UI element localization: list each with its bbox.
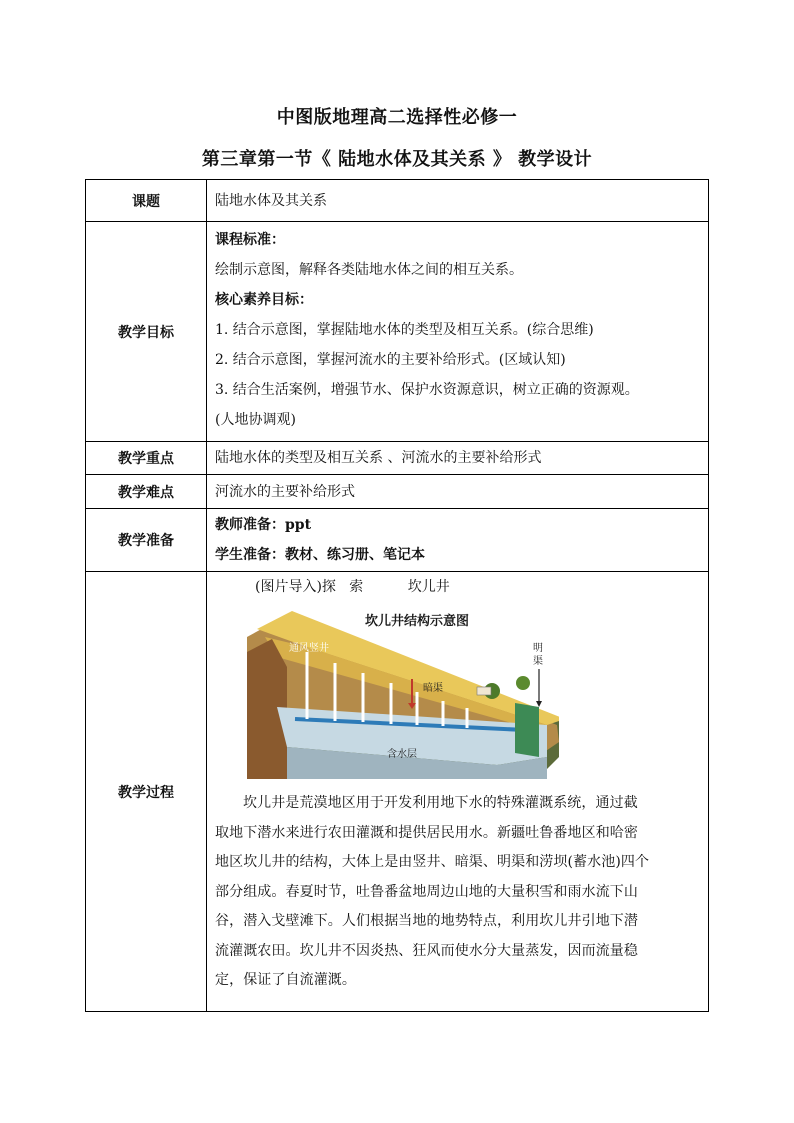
table-row-preparation: [86, 509, 709, 572]
label-topic: 课题: [86, 180, 207, 222]
paragraph-line: 定，保证了自流灌溉。: [215, 972, 356, 988]
diagram-label-shaft: 通风竖井: [289, 643, 329, 654]
diagram-title: 坎儿井结构示意图: [365, 614, 470, 629]
table-row-topic: [86, 180, 709, 222]
karez-diagram: [247, 607, 559, 779]
table-row-key-points: [86, 442, 709, 475]
label-difficulty: 教学难点: [86, 475, 207, 509]
goal-2: 2. 结合示意图，掌握河流水的主要补给形式。(区域认知): [215, 352, 566, 368]
goal-1: 1. 结合示意图，掌握陆地水体的类型及相互关系。(综合思维): [215, 322, 594, 338]
goal-3-line-2: (人地协调观): [215, 412, 296, 428]
label-process: 教学过程: [86, 572, 207, 1012]
value-difficulty: 河流水的主要补给形式: [207, 475, 709, 509]
paragraph-line: 部分组成。春夏时节，吐鲁番盆地周边山地的大量积雪和雨水流下山: [215, 883, 638, 900]
label-preparation: 教学准备: [86, 509, 207, 572]
value-key-points: 陆地水体的类型及相互关系 、河流水的主要补给形式: [207, 442, 709, 475]
diagram-label-aquifer: 含水层: [387, 749, 417, 760]
core-heading: 核心素养目标：: [215, 292, 313, 308]
lesson-plan-table: [85, 179, 709, 1012]
paragraph-line: 地区坎儿井的结构，大体上是由竖井、暗渠、明渠和涝坝(蓄水池)四个: [215, 854, 650, 870]
value-topic: 陆地水体及其关系: [207, 180, 709, 222]
document-title: 中图版地理高二选择性必修一: [276, 107, 518, 128]
paragraph-line: 谷，潜入戈壁滩下。人们根据当地的地势特点，利用坎儿井引地下潜: [215, 913, 638, 929]
student-preparation: 学生准备：教材、练习册、笔记本: [215, 547, 425, 563]
paragraph-line: 取地下潜水来进行农田灌溉和提供居民用水。新疆吐鲁番地区和哈密: [215, 824, 638, 841]
table-row-objectives: [86, 222, 709, 442]
paragraph-line: 流灌溉农田。坎儿井不因炎热、狂风而使水分大量蒸发，因而流量稳: [215, 942, 638, 959]
process-intro: (图片导入)探 索 坎儿井: [255, 579, 450, 595]
value-process: [207, 572, 709, 1012]
table-row-process: [86, 572, 709, 1012]
label-key-points: 教学重点: [86, 442, 207, 475]
document-subtitle: 第三章第一节《 陆地水体及其关系 》 教学设计: [201, 149, 593, 170]
paragraph-line: 坎儿井是荒漠地区用于开发利用地下水的特殊灌溉系统，通过截: [243, 795, 638, 811]
value-objectives: [207, 222, 709, 442]
goal-3-line-1: 3. 结合生活案例，增强节水、保护水资源意识，树立正确的资源观。: [215, 382, 639, 398]
standard-heading: 课程标准：: [215, 232, 285, 248]
diagram-label-tunnel: 暗渠: [423, 683, 443, 694]
diagram-label-channel-2: 渠: [533, 656, 543, 667]
value-preparation: [207, 509, 709, 572]
teacher-preparation: 教师准备：ppt: [215, 517, 312, 533]
label-objectives: 教学目标: [86, 222, 207, 442]
karez-paragraph: [215, 789, 700, 996]
standard-text: 绘制示意图，解释各类陆地水体之间的相互关系。: [215, 262, 523, 278]
diagram-label-channel-1: 明: [533, 643, 543, 654]
table-row-difficulty: [86, 475, 709, 509]
